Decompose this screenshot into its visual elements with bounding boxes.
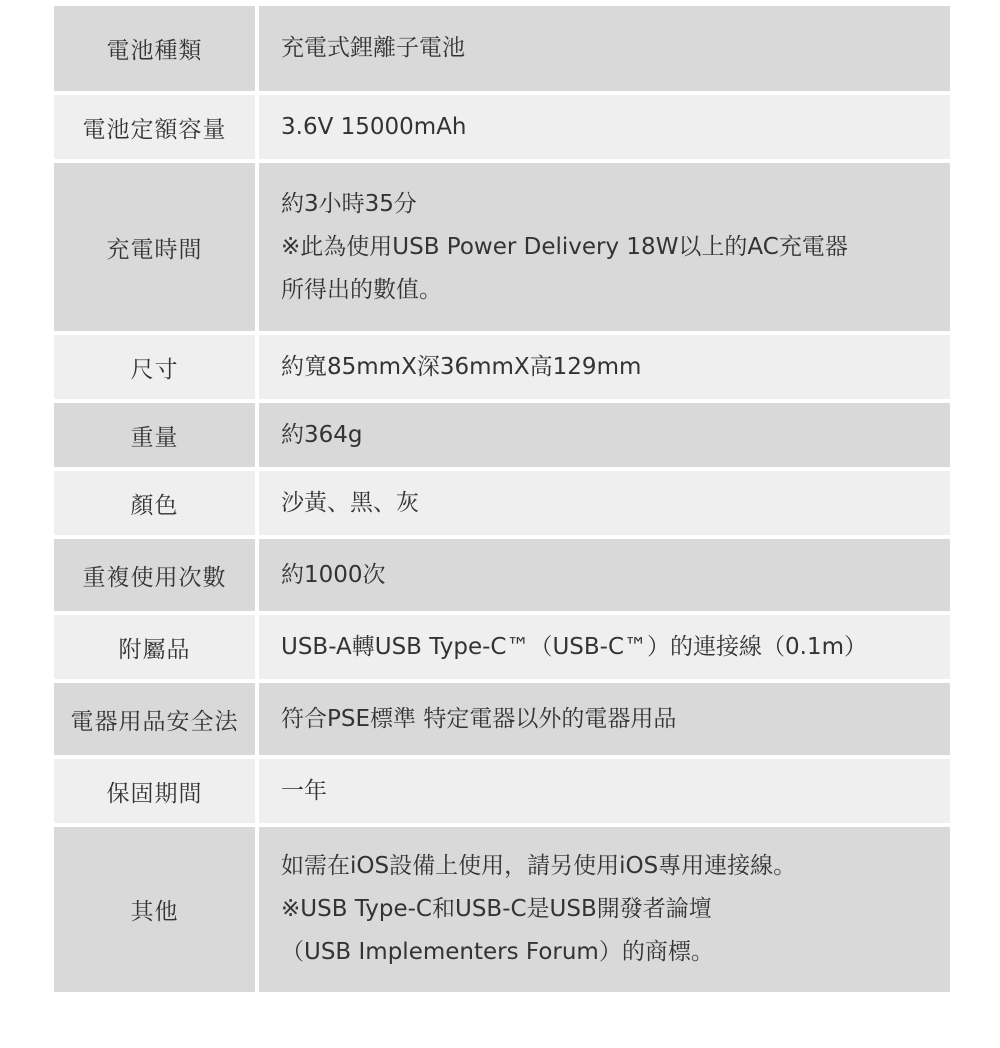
- spec-row-charging-time: [54, 163, 950, 331]
- spec-value: [259, 539, 950, 611]
- spec-row-size: [54, 335, 950, 399]
- spec-label: 重複使用次數: [54, 539, 255, 611]
- spec-value: [259, 163, 950, 331]
- spec-row-weight: [54, 403, 950, 467]
- spec-label: 保固期間: [54, 759, 255, 823]
- spec-value-line: 3.6V 15000mAh: [281, 113, 467, 140]
- spec-table: [54, 6, 950, 996]
- spec-label: 電池種類: [54, 6, 255, 91]
- spec-value-line: 一年: [281, 777, 327, 804]
- spec-value-line: 符合PSE標準 特定電器以外的電器用品: [281, 705, 677, 732]
- spec-label: 其他: [54, 827, 255, 992]
- spec-value-line: ※USB Type-C和USB-C是USB開發者論壇: [281, 896, 712, 922]
- spec-value-line: 約1000次: [281, 561, 386, 588]
- spec-value-line: ※此為使用USB Power Delivery 18W以上的AC充電器: [281, 233, 848, 260]
- spec-row-colors: [54, 471, 950, 535]
- spec-value: [259, 683, 950, 755]
- spec-value-line: （USB Implementers Forum）的商標。: [281, 939, 714, 965]
- spec-value-line: 沙黃、黑、灰: [281, 489, 419, 516]
- spec-value: [259, 95, 950, 159]
- spec-row-cycle-count: [54, 539, 950, 611]
- spec-value-line: 所得出的數值。: [281, 276, 442, 303]
- spec-row-accessories: [54, 615, 950, 679]
- spec-label: 電器用品安全法: [54, 683, 255, 755]
- spec-label: 充電時間: [54, 163, 255, 331]
- spec-row-safety-law: [54, 683, 950, 755]
- spec-value: [259, 615, 950, 679]
- spec-row-other: [54, 827, 950, 992]
- spec-value: [259, 471, 950, 535]
- spec-value-line: 如需在iOS設備上使用，請另使用iOS專用連接線。: [281, 853, 797, 879]
- spec-value: [259, 827, 950, 992]
- spec-value: [259, 403, 950, 467]
- spec-value: [259, 335, 950, 399]
- spec-value: [259, 6, 950, 91]
- spec-label: 尺寸: [54, 335, 255, 399]
- spec-row-warranty: [54, 759, 950, 823]
- spec-value-line: USB-A轉USB Type-C™（USB-C™）的連接線（0.1m）: [281, 633, 868, 660]
- spec-row-battery-capacity: [54, 95, 950, 159]
- spec-row-battery-type: [54, 6, 950, 91]
- spec-value-line: 約3小時35分: [281, 190, 417, 217]
- spec-value: [259, 759, 950, 823]
- spec-label: 重量: [54, 403, 255, 467]
- spec-value-line: 約364g: [281, 421, 363, 448]
- spec-label: 電池定額容量: [54, 95, 255, 159]
- spec-label: 顏色: [54, 471, 255, 535]
- spec-value-line: 約寬85mmX深36mmX高129mm: [281, 353, 642, 380]
- spec-value-line: 充電式鋰離子電池: [281, 35, 465, 61]
- spec-label: 附屬品: [54, 615, 255, 679]
